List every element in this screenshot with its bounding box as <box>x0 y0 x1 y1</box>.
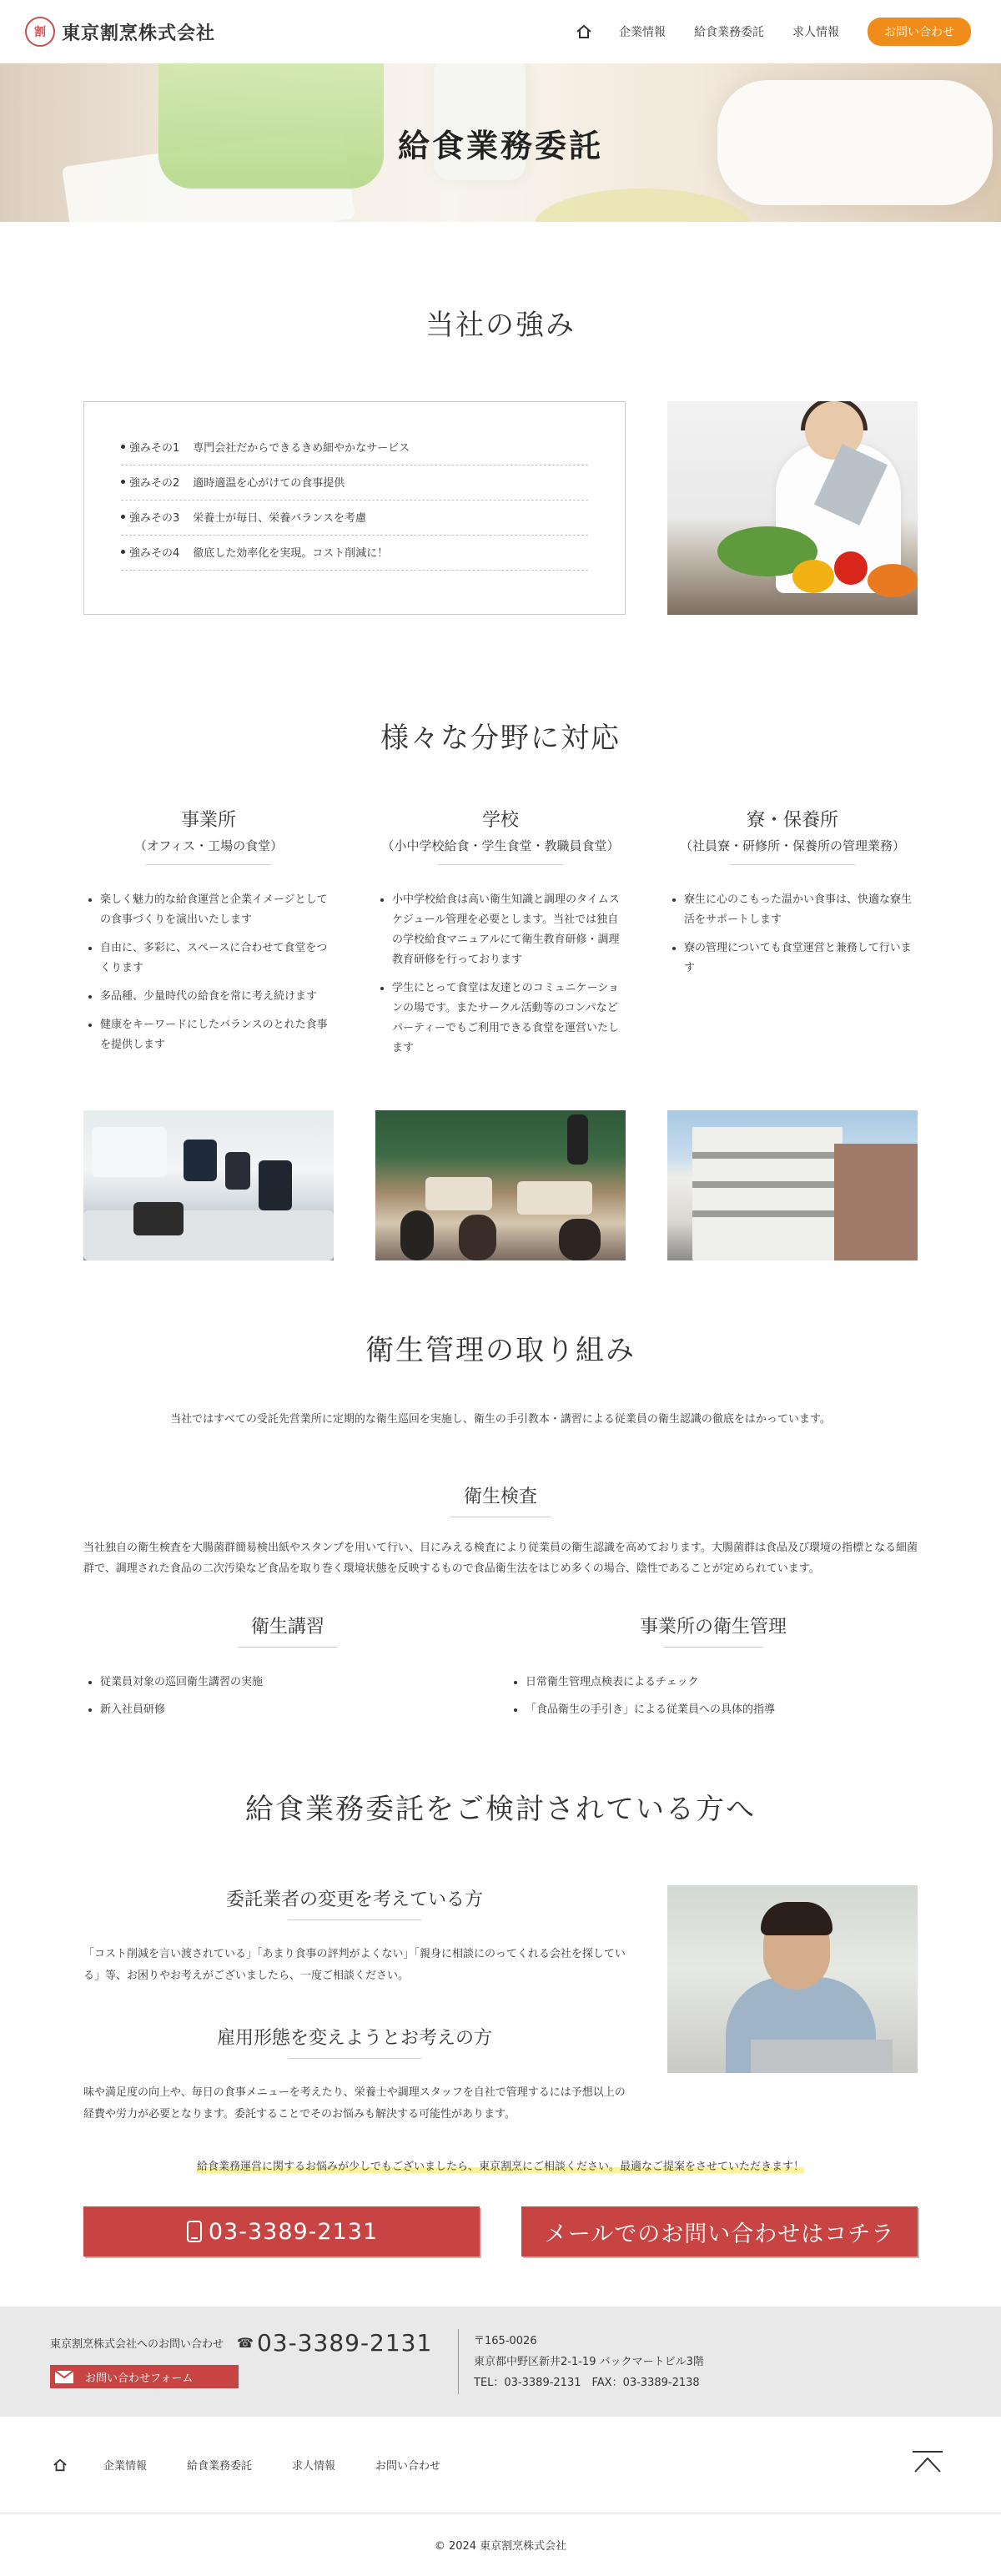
list-item: • 寮生に心のこもった温かい食事は、快適な寮生活をサポートします <box>684 890 918 930</box>
employment-text: 味や満足度の向上や、毎日の食事メニューを考えたり、栄養士や調理スタッフを自社で管理するには予想以上の経費や労力が必要となります。委託することでそのお悩みも解決する可能性があります。 <box>83 2086 626 2121</box>
field-points <box>83 890 334 1110</box>
list-item: • 自由に、多彩に、スペースに合わせて食堂をつくります <box>100 938 334 979</box>
strength-item: 強みその1 専門会社だからできるきめ細やかなサービス <box>121 430 588 465</box>
consider-title: 給食業務委託をご検討されている方へ <box>245 1793 756 1826</box>
copyright: © 2024 東京割烹株式会社 <box>434 2540 567 2553</box>
hygiene-section <box>0 1260 1001 1728</box>
nav-recruit[interactable]: 求人情報 <box>792 26 839 39</box>
nav-contact-button[interactable]: お問い合わせ <box>868 18 971 46</box>
fields-section <box>0 615 1001 1260</box>
strengths-title: 当社の強み <box>425 309 576 342</box>
field-title: 学校 <box>481 810 519 831</box>
list-item: • 従業員対象の巡回衛生講習の実施 <box>100 1673 492 1693</box>
footer-nav-catering[interactable]: 給食業務委託 <box>187 2460 253 2473</box>
home-icon[interactable] <box>572 20 596 43</box>
strength-item: 強みその4 徹底した効率化を実現。コスト削減に！ <box>121 536 588 571</box>
contact-bar <box>0 2307 1001 2417</box>
page-title: 給食業務委託 <box>397 128 603 164</box>
logo-mark-icon: 割 <box>25 17 55 47</box>
footer-nav-company[interactable]: 企業情報 <box>103 2460 148 2473</box>
office-hygiene-title: 事業所の衛生管理 <box>639 1617 787 1638</box>
chef-photo <box>667 401 918 615</box>
field-title: 事業所 <box>180 810 236 831</box>
school-photo <box>375 1110 626 1260</box>
consider-section <box>0 1728 1001 2257</box>
field-points <box>375 890 626 1110</box>
mail-cta-button[interactable]: メールでのお問い合わせはコチラ <box>521 2206 918 2257</box>
contact-form-button[interactable]: お問い合わせフォーム <box>50 2365 239 2388</box>
strength-item: 強みその3 栄養士が毎日、栄養バランスを考慮 <box>121 501 588 536</box>
nav-catering[interactable]: 給食業務委託 <box>694 26 764 39</box>
inspection-text: 当社独自の衛生検査を大腸菌群簡易検出紙やスタンプを用いて行い、目にみえる検査により従業員の衛生認識を高めております。大腸菌群は食品及び環境の指標となる細菌群で、調理された食品の二次汚染など食品を取り巻く環境状態を反映するもので食品衛生法をはじめ多くの場合、陰性であることが定められています。 <box>83 1542 918 1575</box>
list-item: • 新入社員研修 <box>100 1700 492 1720</box>
envelope-icon <box>55 2371 73 2383</box>
list-item: • 「食品衛生の手引き」による従業員への具体的指導 <box>526 1700 918 1720</box>
inspection-title: 衛生検査 <box>463 1487 537 1507</box>
logo[interactable] <box>25 17 215 47</box>
businessman-photo <box>667 1885 918 2073</box>
hero-banner <box>0 63 1001 222</box>
footer-nav <box>0 2417 1001 2513</box>
hygiene-title: 衛生管理の取り組み <box>365 1334 636 1367</box>
list-item: • 学生にとって食堂は友達とのコミュニケーションの場です。またサークル活動等のコンパなどパーティーでもご利用できる食堂を運営いたします <box>392 979 626 1059</box>
list-item: • 寮の管理についても食堂運営と兼務して行います <box>684 938 918 979</box>
fields-title: 様々な分野に対応 <box>380 722 621 755</box>
address: 東京都中野区新井2-1-19 バックマートビル3階 <box>474 2355 704 2368</box>
list-item: • 健康をキーワードにしたバランスのとれた食事を提供します <box>100 1015 334 1055</box>
consultation-message: 給食業務運営に関するお悩みが少しでもございましたら、東京割烹にご相談ください。最適なご提案をさせていただきます！ <box>196 2161 804 2173</box>
list-item: • 小中学校給食は高い衛生知識と調理のタイムスケジュール管理を必要とします。当社では独自の学校給食マニュアルにて衛生教育研修・調理教育研修を行っております <box>392 890 626 970</box>
strengths-section <box>0 222 1001 615</box>
field-points <box>667 890 918 1110</box>
nav-company[interactable]: 企業情報 <box>619 26 666 39</box>
field-subtitle: （社員寮・研修所・保養所の管理業務） <box>679 838 905 853</box>
site-header <box>0 0 1001 63</box>
field-subtitle: （小中学校給食・学生食堂・教職員食堂） <box>381 838 620 853</box>
hygiene-intro: 当社ではすべての受託先営業所に定期的な衛生巡回を実施し、衛生の手引教本・講習による従業員の衛生認識の徹底をはかっています。 <box>170 1413 831 1426</box>
employment-title: 雇用形態を変えようとお考えの方 <box>216 2028 492 2049</box>
tel-fax: TEL：03-3389-2131 FAX：03-3389-2138 <box>474 2376 700 2389</box>
field-dorm <box>667 806 918 1260</box>
training-title: 衛生講習 <box>250 1617 324 1638</box>
logo-text: 東京割烹株式会社 <box>62 23 216 44</box>
field-school <box>375 806 626 1260</box>
strengths-list <box>83 401 626 615</box>
office-photo <box>83 1110 334 1260</box>
change-vendor-title: 委託業者の変更を考えている方 <box>225 1889 483 1910</box>
main-nav <box>572 18 971 46</box>
dorm-photo <box>667 1110 918 1260</box>
office-hygiene-column <box>509 1613 918 1728</box>
field-title: 寮・保養所 <box>746 810 838 831</box>
strength-item: 強みその2 適時適温を心がけての食事提供 <box>121 465 588 501</box>
back-to-top-icon[interactable] <box>913 2450 943 2475</box>
field-subtitle: （オフィス・工場の食堂） <box>133 838 284 853</box>
footer-home-icon[interactable] <box>50 2458 70 2473</box>
phone-icon <box>185 2221 204 2242</box>
training-column <box>83 1613 492 1728</box>
contact-tel[interactable]: 03-3389-2131 <box>256 2329 433 2357</box>
telephone-icon: ☎ <box>237 2335 254 2351</box>
list-item: • 日常衛生管理点検表によるチェック <box>526 1673 918 1693</box>
list-item: • 多品種、少量時代の給食を常に考え続けます <box>100 987 334 1007</box>
phone-cta-button[interactable]: 03-3389-2131 <box>83 2206 480 2257</box>
footer-nav-contact[interactable]: お問い合わせ <box>375 2460 441 2473</box>
field-office <box>83 806 334 1260</box>
change-vendor-text: 「コスト削減を言い渡されている」「あまり食事の評判がよくない」「親身に相談にのってくれる会社を探している」等、お困りやお考えがございましたら、一度ご相談ください。 <box>83 1948 626 1982</box>
postal-code: 〒165-0026 <box>474 2334 537 2347</box>
footer-nav-recruit[interactable]: 求人情報 <box>292 2460 336 2473</box>
list-item: • 楽しく魅力的な給食運営と企業イメージとしての食事づくりを演出いたします <box>100 890 334 930</box>
contact-label: 東京割烹株式会社へのお問い合わせ <box>50 2338 224 2351</box>
